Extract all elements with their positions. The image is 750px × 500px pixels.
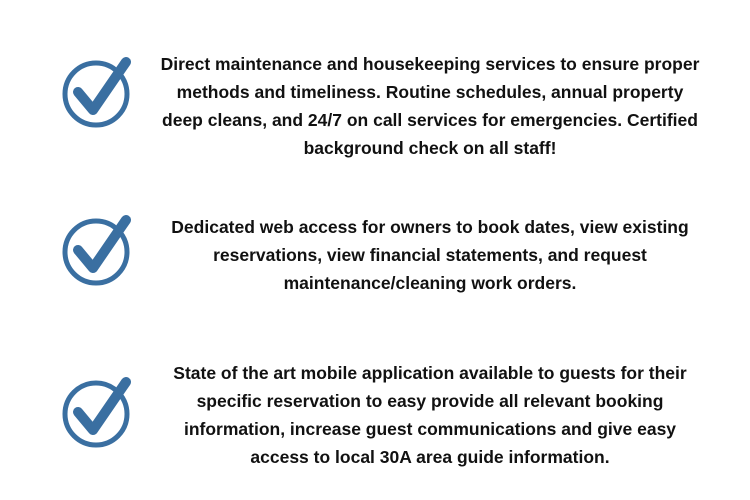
feature-text: State of the art mobile application available to guests for their specific reservation to easy provide all relevant booking information, increase guest communications and give easy access to local 30A area guide information. xyxy=(173,363,687,467)
checkmark-circle-icon xyxy=(60,372,138,450)
feature-text: Dedicated web access for owners to book dates, view existing reservations, view financial statements, and request maintenance/cleaning work orders. xyxy=(171,217,689,293)
feature-text: Direct maintenance and housekeeping services to ensure proper methods and timeliness. Routine schedules, annual property deep cleans, and 24/7 on call services for emergencies. Certified background check on all staff! xyxy=(160,54,700,158)
checkmark-circle-icon xyxy=(60,210,138,288)
checkmark-circle-icon xyxy=(60,52,138,130)
